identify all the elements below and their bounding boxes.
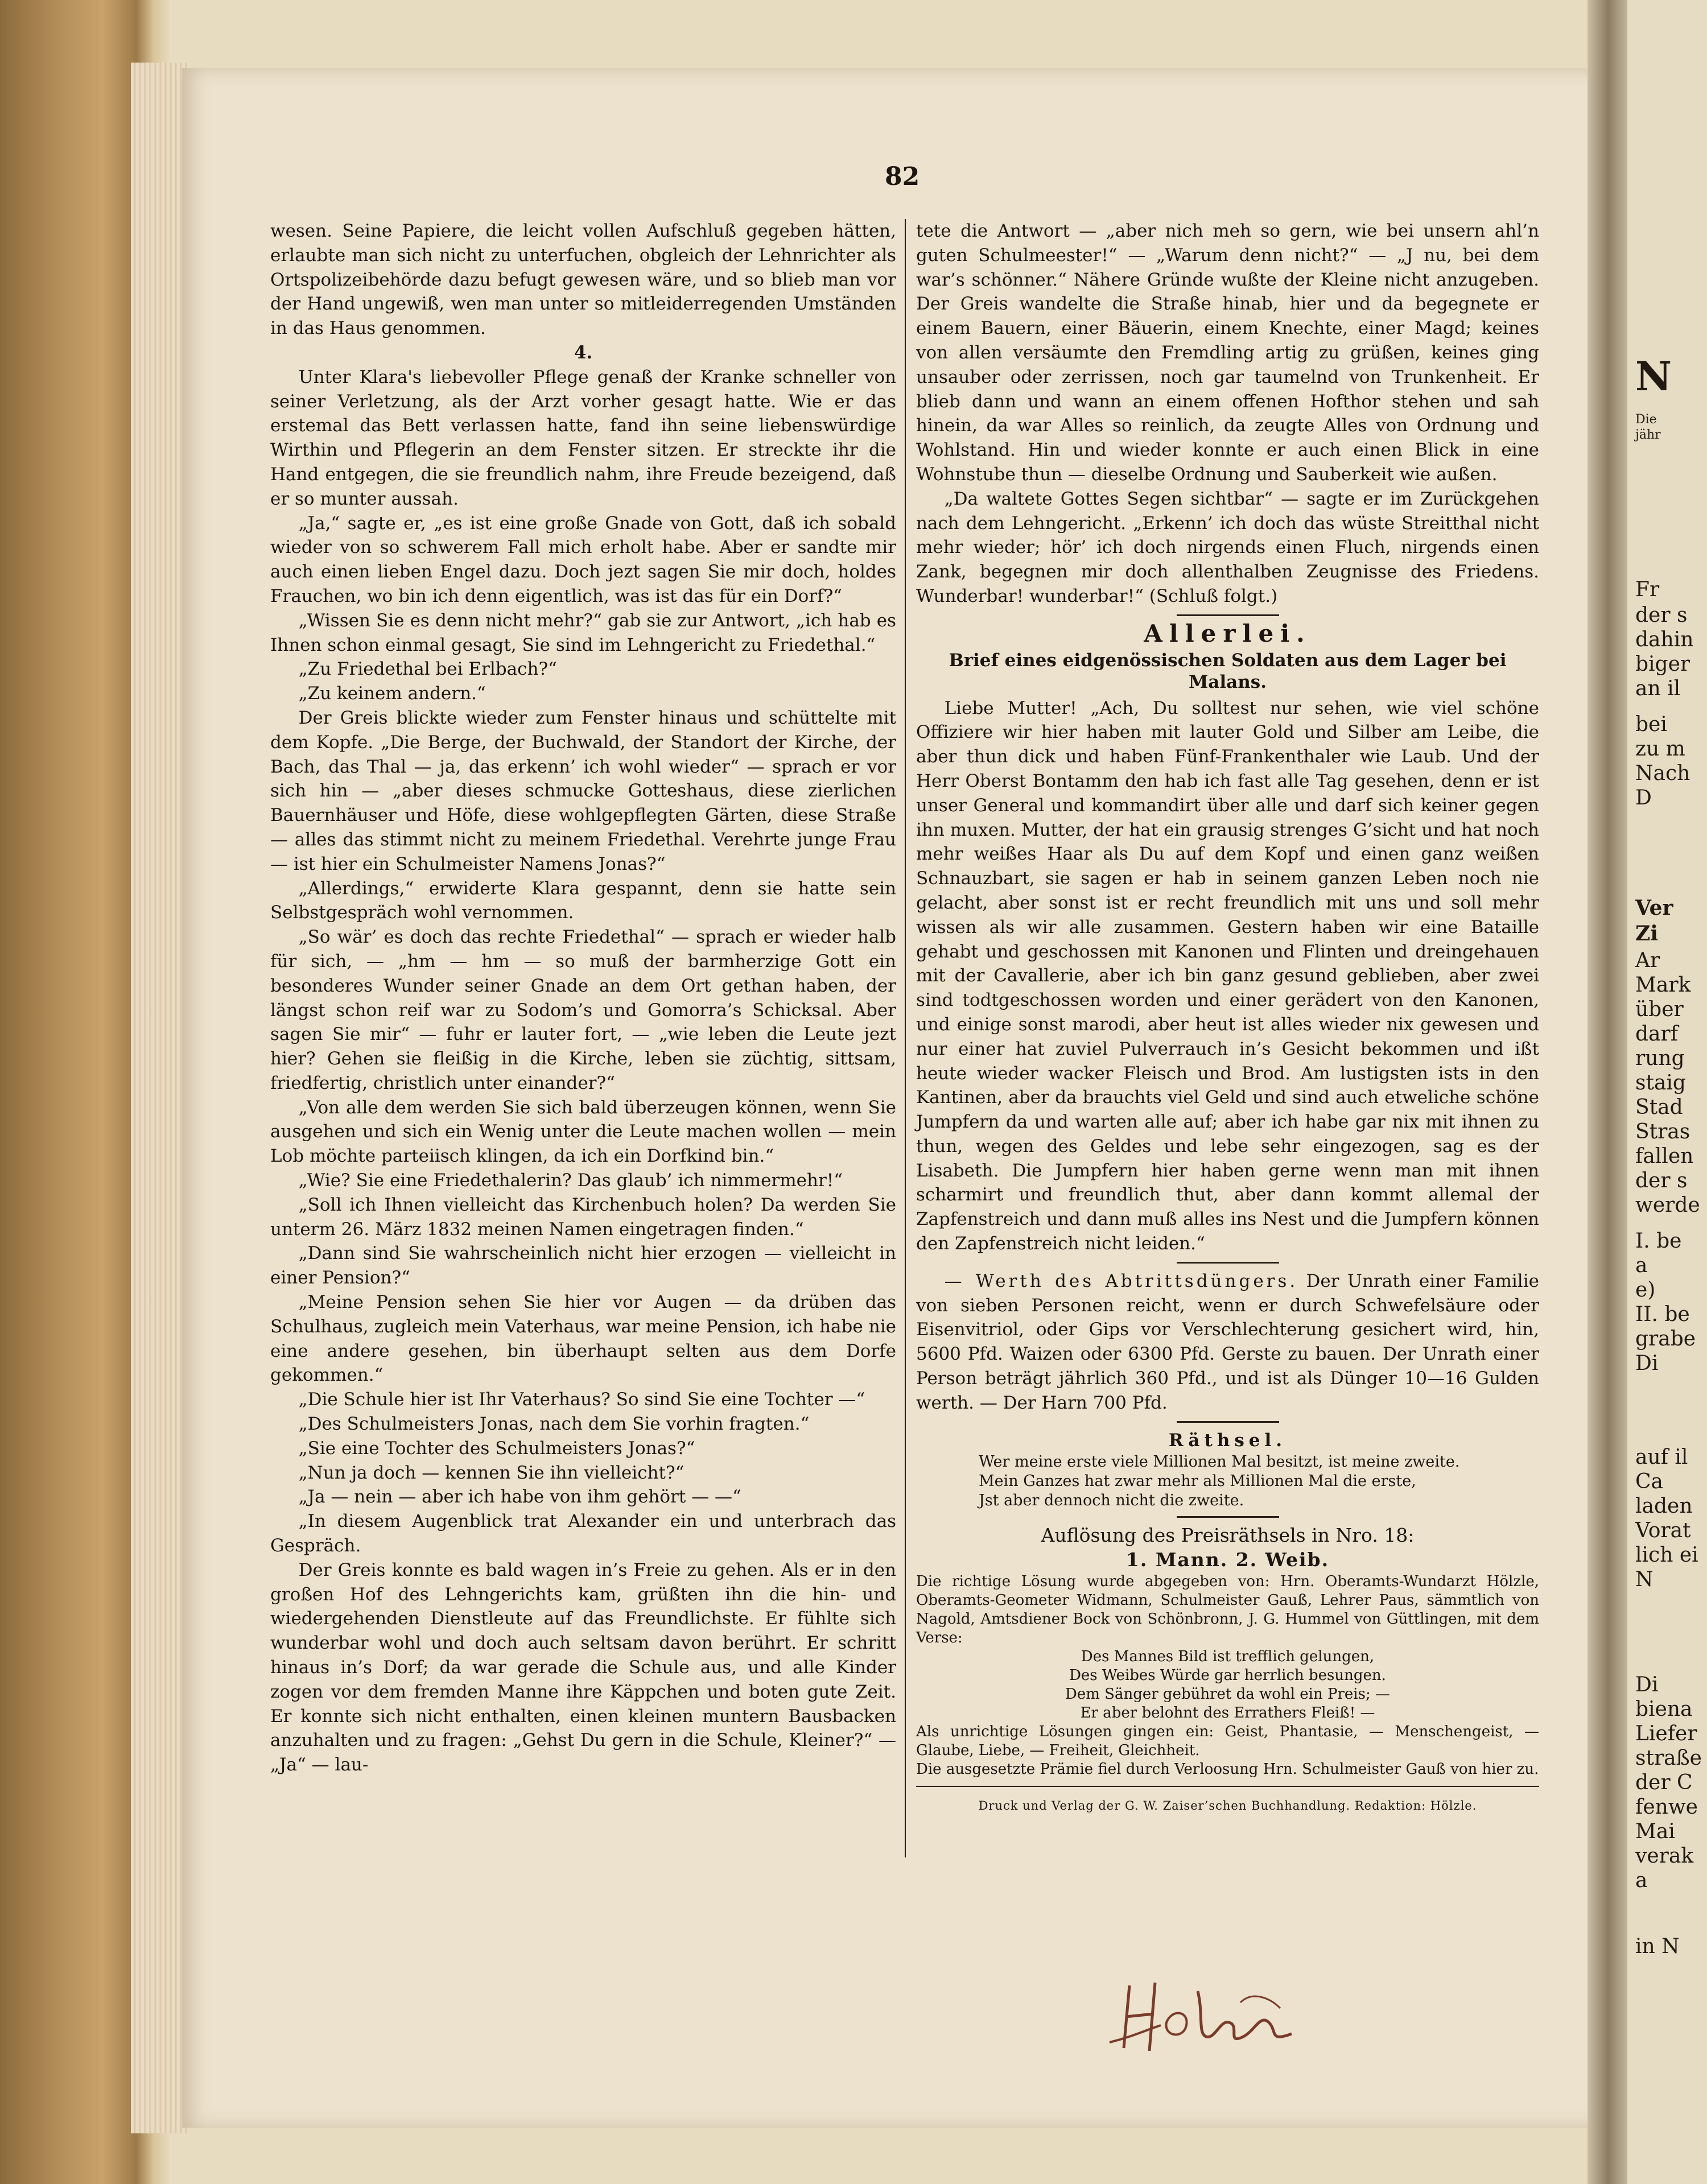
brief-heading: Brief eines eidgenössischen Soldaten aus dem Lager bei Malans. [949, 650, 1507, 692]
story-paragraph: „Des Schulmeisters Jonas, nach dem Sie vorhin fragten.“ [298, 1414, 810, 1435]
next-page-fragment: der s [1635, 604, 1688, 627]
next-page-fragment: e) [1635, 1278, 1656, 1302]
story-paragraph: „Ja,“ sagte er, „es ist eine große Gnade von Gott, daß ich sobald wieder von so schwerem Fall mich erholt habe. Aber er sandte mir auch einen lieben Engel dazu. Doch jezt sagen Sie mir doch, holdes Frauchen, wo bin ich denn eigentlich, was ist das für ein Dorf?“ [270, 513, 896, 606]
next-page-fragment: auf il [1635, 1446, 1688, 1469]
story-paragraph: „Nun ja doch — kennen Sie ihn vielleicht?“ [298, 1462, 685, 1483]
raetsel-line: Mein Ganzes hat zwar mehr als Millionen Mal die erste, [979, 1472, 1416, 1491]
story-paragraph: „Von alle dem werden Sie sich bald überzeugen können, wenn Sie ausgehen und sich ein Wenig unter die Leute machen wollen — mein Lob möchte parteiisch klingen, da ich ein Dorfkind bin.“ [270, 1097, 896, 1167]
story-paragraph: wesen. Seine Papiere, die leicht vollen Aufschluß gegeben hätten, erlaubte man sich nicht zu unterfuchen, obgleich der Lehnrichter als Ortspolizeibehörde dazu befugt gewesen wäre, und so blieb man vor der Hand ungewiß, wen man unter so mitleiderregenden Umständen in das Haus genommen. [270, 221, 896, 339]
aufloesung-heading: Auflösung des Preisräthsels in Nro. 18: [1041, 1524, 1415, 1547]
next-page-fragment: biena [1635, 1698, 1693, 1721]
aufloesung-verse-line: Des Weibes Würde gar herrlich besungen. [1069, 1667, 1386, 1685]
next-page-fragment: der s [1635, 1169, 1688, 1192]
next-page-fragment: Fr [1635, 578, 1660, 601]
story-paragraph: „Soll ich Ihnen vielleicht das Kirchenbuch holen? Da werden Sie unterm 26. März 1832 meinen Namen eingetragen finden.“ [270, 1194, 896, 1240]
next-page-fragment: dahin [1635, 628, 1694, 651]
raetsel-line: Wer meine erste viele Millionen Mal besitzt, ist meine zweite. [979, 1453, 1460, 1471]
next-page-fragment: der C [1635, 1771, 1693, 1794]
right-column [916, 219, 1539, 1818]
story-paragraph: Der Greis blickte wieder zum Fenster hinaus und schüttelte mit dem Kopfe. „Die Berge, der Buchwald, der Standort der Kirche, der Bach, das Thal — ja, das erkenn’ ich wohl wieder“ — sprach er vor sich hin — „aber dieses schmucke Gotteshaus, diese zierlichen Bauernhäuser und Höfe, diese wohlgepflegten Gärten, diese Straße — alles das stimmt nicht zu meinem Friedethal. Verehrte junge Frau — ist hier ein Schulmeister Namens Jonas?“ [270, 707, 896, 874]
section-divider [1177, 1516, 1279, 1518]
werth-text: Der Unrath einer Familie von sieben Personen reicht, wenn er durch Schwefelsäure oder Eisenvitriol, oder Gips vor Verschlechterung gesichert wird, hin, 5600 Pfd. Waizen oder 6300 Pfd. Gerste zu bauen. Der Unrath einer Person beträgt jährlich 360 Pfd., und ist als Dünger 10—16 Gulden werth. — Der Harn 700 Pfd. [916, 1270, 1539, 1413]
next-page-strip [1627, 0, 1707, 2184]
next-page-fragment: Di [1635, 1352, 1659, 1375]
story-paragraph: „Zu Friedethal bei Erlbach?“ [298, 659, 557, 680]
next-page-fragment: Zi [1635, 922, 1658, 946]
story-paragraph: Unter Klara's liebevoller Pflege genaß der Kranke schneller von seiner Verletzung, als der Arzt vorher gesagt hatte. Wie er das erstemal das Bett verlassen hatte, fand ihn seine liebenswürdige Wirthin und Pflegerin an dem Fenster sitzen. Er streckte ihr die Hand entgegen, die sie freundlich nahm, ihre Freude bezeigend, daß er so munter aussah. [270, 366, 896, 509]
next-page-fragment: II. be [1635, 1303, 1690, 1326]
story-paragraph: „Allerdings,“ erwiderte Klara gespannt, denn sie hatte sein Selbstgespräch wohl vernommen. [270, 878, 896, 923]
book-gutter [1588, 0, 1633, 2184]
next-page-fragment: an il [1635, 677, 1681, 700]
next-page-fragment: N [1635, 1568, 1654, 1591]
section-divider [1177, 1262, 1279, 1264]
next-page-fragment: Di [1635, 1673, 1659, 1696]
next-page-fragment: a [1635, 1254, 1648, 1277]
story-paragraph: „Ja — nein — aber ich habe von ihm gehört — —“ [298, 1487, 741, 1508]
next-page-fragment: Ar [1635, 949, 1660, 972]
aufloesung-intro: Die richtige Lösung wurde abgegeben von: Hrn. Oberamts-Wundarzt Hölzle, Oberamts-Geometer Widmann, Schulmeister Gauß, Lehrer Paus, sämmtlich von Nagold, Amtsdiener Bock von Schönbronn, J. G. Hummel von Güttlingen, mit dem Verse: [916, 1573, 1539, 1647]
next-page-fragment: in N [1635, 1935, 1680, 1958]
story-paragraph: „Wie? Sie eine Friedethalerin? Das glaub’ ich nimmermehr!“ [298, 1170, 843, 1191]
story-paragraph: „Da waltete Gottes Segen sichtbar“ — sagte er im Zurückgehen nach dem Lehngericht. „Erkenn’ ich doch das wüste Streitthal nicht mehr wieder; hör’ ich doch nirgends einen Fluch, nirgends einen Zank, begegnen mir doch allenthalben Zeugnisse des Friedens. Wunderbar! wunderbar!“ (Schluß folgt.) [916, 488, 1539, 606]
next-page-fragment: grabe [1635, 1327, 1696, 1351]
next-page-fragment: verak [1635, 1844, 1694, 1868]
next-page-fragment: werde [1635, 1194, 1700, 1217]
next-page-fragment: Stras [1635, 1120, 1690, 1143]
section-divider [1177, 614, 1279, 616]
section-number: 4. [574, 342, 593, 363]
next-page-fragment: straße [1635, 1747, 1702, 1770]
story-paragraph: „Sie eine Tochter des Schulmeisters Jonas?“ [298, 1438, 695, 1459]
next-page-fragment: Mai [1635, 1820, 1675, 1843]
section-divider [1177, 1421, 1279, 1423]
story-paragraph: tete die Antwort — „aber nich meh so gern, wie bei unsern ahl’n guten Schulmeester!“ — „Warum denn nicht?“ — „J nu, bei dem war’s schönner.“ Nähere Gründe wußte der Kleine nicht anzugeben. Der Greis wandelte die Straße hinab, hier und da begegnete er einem Bauern, einer Bäuerin, einem Knechte, einer Magd; keines von allen versäumte den Fremdling artig zu grüßen, keines ging unsauber oder zerrissen, noch gar taumelnd von Trunkenheit. Er blieb dann und wann an einem offenen Hofthor stehen und sah hinein, da war Alles so reinlich, da zeugte Alles von Ordnung und Wohlstand. Hin und wieder konnte er auch einen Blick in eine Wohnstube thun — dieselbe Ordnung und Sauberkeit wie außen. [916, 221, 1539, 485]
next-page-fragment: rung [1635, 1047, 1685, 1070]
brief-text: Liebe Mutter! „Ach, Du solltest nur sehen, wie viel schöne Offiziere wir hier haben mit lauter Gold und Silber am Leibe, die aber thun dick und haben Fünf-Frankenthaler wie Laub. Und der Herr Oberst Bontamm den hab ich fast alle Tag gesehen, denn er ist unser General und kommandirt über alle und darf sich keiner gegen ihn muxen. Mutter, der hat ein grausig strenges G’sicht und hat noch mehr weißes Haar als Du auf dem Kopf und einen ganz weißen Schnauzbart, sie sagen er hab in seinem ganzen Leben noch nie gelacht, aber sonst ist er recht freundlich mit uns und soll mehr wissen als wir alle zusammen. Gestern haben wir eine Bataille gehabt und geschossen mit Kanonen und Flinten und dreingehauen mit der Cavallerie, aber ich bin ganz gesund geblieben, aber zwei sind todtgeschossen worden und einer gerädert von den Kanonen, und einige sonst marodi, aber heut ist alles wieder nix gewesen und nur einer hat zuviel Pulverrauch in’s Gesicht bekommen und ißt heute wieder wacker Fleisch und Brod. Am lustigsten ists in den Kantinen, aber da brauchts viel Geld und sind auch etweliche schöne Jumpfern da und warten alle auf; aber ich habe gar nix mit ihnen zu thun, wegen des Geldes und lebe sehr eingezogen, sag es der Lisabeth. Die Jumpfern hier haben gerne wenn man mit ihnen scharmirt und freundlich thut, aber dann kommt allemal der Zapfenstreich und dann muß alles ins Nest und die Jumpfern können den Zapfenstreich nicht leiden.“ [916, 697, 1539, 1254]
story-paragraph: Der Greis konnte es bald wagen in’s Freie zu gehen. Als er in den großen Hof des Lehngerichts kam, grüßten ihn die hin- und wiedergehenden Dienstleute auf das Freundlichste. Er fühlte sich wunderbar wohl und doch auch seltsam davon berührt. Er schritt hinaus in’s Dorf; da war gerade die Schule aus, und alle Kinder zogen vor dem fremden Manne ihre Käppchen und boten gute Zeit. Er konnte sich nicht enthalten, einen kleinen muntern Bausbacken anzuhalten und zu fragen: „Gehst Du gern in die Schule, Kleiner?“ — „Ja“ — lau- [270, 1559, 896, 1776]
aufloesung-wrong: Als unrichtige Lösungen gingen ein: Geist, Phantasie, — Menschengeist, — Glaube, Liebe, — Freiheit, Gleichheit. [916, 1723, 1539, 1760]
aufloesung-verse-line: Er aber belohnt des Errathers Fleiß! — [1080, 1704, 1375, 1722]
imprint: Druck und Verlag der G. W. Zaiser’schen Buchhandlung. Redaktion: Hölzle. [978, 1799, 1477, 1813]
next-page-fragment: a [1635, 1869, 1648, 1892]
aufloesung-praemie: Die ausgesetzte Prämie fiel durch Verloosung Hrn. Schulmeister Gauß von hier zu. [916, 1761, 1539, 1778]
story-paragraph: „Dann sind Sie wahrscheinlich nicht hier erzogen — vielleicht in einer Pension?“ [270, 1243, 896, 1289]
next-page-fragment: Stad [1635, 1096, 1683, 1119]
next-page-fragment: Vorat [1635, 1519, 1691, 1542]
aufloesung-verse-line: Dem Sänger gebühret da wohl ein Preis; — [1065, 1686, 1390, 1703]
next-page-fragment: Ca [1635, 1470, 1664, 1493]
next-page-fragment: fenwe [1635, 1795, 1698, 1819]
left-column [270, 219, 896, 1777]
next-page-fragment: I. be [1635, 1229, 1682, 1253]
story-paragraph: „Wissen Sie es denn nicht mehr?“ gab sie zur Antwort, „ich hab es Ihnen schon einmal gesagt, Sie sind im Lehngericht zu Friedethal.“ [270, 610, 896, 655]
imprint-divider [916, 1786, 1539, 1787]
next-page-fragment: N [1635, 353, 1672, 400]
story-paragraph: „Meine Pension sehen Sie hier vor Augen — da drüben das Schulhaus, zugleich mein Vaterhaus, war meine Pension, ich habe nie eine andere gesehen, bin überhaupt selten aus dem Dorfe gekommen.“ [270, 1292, 896, 1386]
werth-heading: — Werth des Abtrittsdüngers. [944, 1270, 1298, 1291]
raetsel-heading: Räthsel. [1168, 1430, 1287, 1451]
next-page-fragment: Die [1635, 412, 1657, 427]
column-divider [905, 219, 906, 1857]
allerlei-heading: Allerlei. [1144, 619, 1312, 647]
handwritten-signature [1098, 1968, 1314, 2065]
next-page-fragment: laden [1635, 1494, 1693, 1518]
next-page-fragment: zu m [1635, 737, 1685, 761]
next-page-fragment: staig [1635, 1071, 1686, 1095]
next-page-fragment: D [1635, 786, 1652, 810]
next-page-fragment: darf [1635, 1022, 1679, 1046]
next-page-fragment: über [1635, 998, 1684, 1021]
aufloesung-answers: 1. Mann. 2. Weib. [1125, 1549, 1330, 1571]
story-paragraph: „Zu keinem andern.“ [298, 683, 486, 704]
next-page-fragment: jähr [1635, 428, 1661, 442]
story-paragraph: „Die Schule hier ist Ihr Vaterhaus? So sind Sie eine Tochter —“ [298, 1389, 865, 1410]
raetsel-line: Jst aber dennoch nicht die zweite. [979, 1492, 1244, 1510]
aufloesung-verse-line: Des Mannes Bild ist trefflich gelungen, [1081, 1648, 1375, 1666]
next-page-fragment: Nach [1635, 762, 1690, 785]
page-number: 82 [885, 162, 920, 191]
next-page-fragment: Liefer [1635, 1722, 1697, 1745]
next-page-fragment: Ver [1635, 896, 1673, 920]
next-page-fragment: biger [1635, 653, 1690, 676]
next-page-fragment: fallen [1635, 1145, 1694, 1168]
next-page-fragment: lich ei [1635, 1543, 1698, 1567]
page-edges [131, 63, 188, 2133]
next-page-fragment: bei [1635, 713, 1667, 736]
story-paragraph: „So wär’ es doch das rechte Friedethal“ — sprach er wieder halb für sich, — „hm — hm — so muß der barmherzige Gott ein besonderes Wunder seiner Gnade an dem Ort gethan haben, der längst schon reif war zu Sodom’s und Gomorra’s Schicksal. Aber sagen Sie mir“ — fuhr er lauter fort, — „wie leben die Leute jezt hier? Gehen sie fleißig in die Kirche, leben sie züchtig, sittsam, friedfertig, christlich unter einander?“ [270, 927, 896, 1093]
next-page-fragment: Mark [1635, 973, 1691, 997]
story-paragraph: „In diesem Augenblick trat Alexander ein und unterbrach das Gespräch. [270, 1511, 896, 1557]
